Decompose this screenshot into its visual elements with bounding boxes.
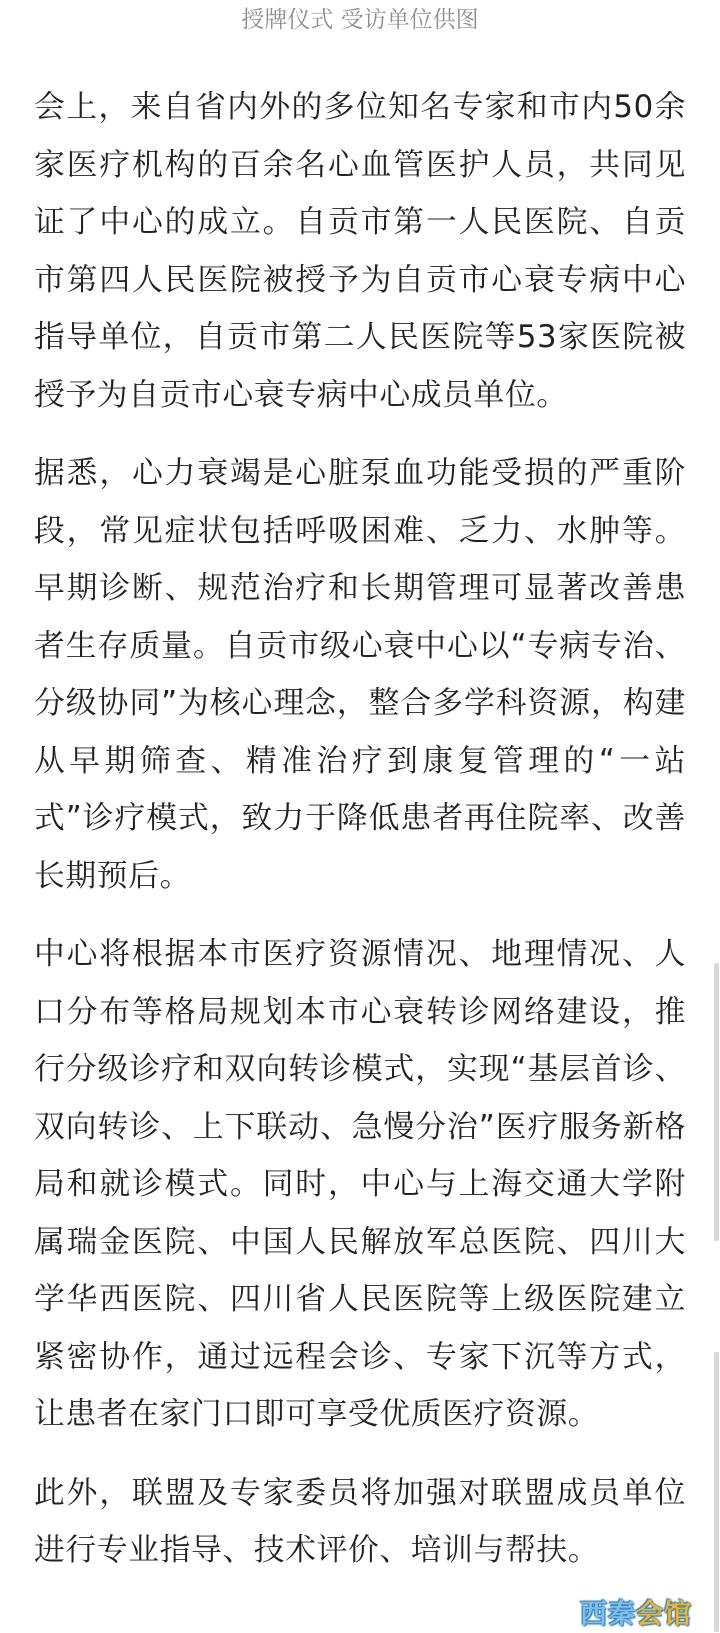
article-body	[34, 79, 686, 1580]
watermark-text-part1: 西秦	[580, 1599, 636, 1630]
paragraph-1: 会上，来自省内外的多位知名专家和市内50余家医疗机构的百余名心血管医护人员，共同见证了中心的成立。自贡市第一人民医院、自贡市第四人民医院被授予为自贡市心衰专病中心指导单位，自贡市第二人民医院等53家医院被授予为自贡市心衰专病中心成员单位。	[34, 89, 686, 413]
watermark-logo	[580, 1592, 692, 1631]
paragraph-2: 据悉，心力衰竭是心脏泵血功能受损的严重阶段，常见症状包括呼吸困难、乏力、水肿等。早期诊断、规范治疗和长期管理可显著改善患者生存质量。自贡市级心衰中心以“专病专治、分级协同”为核心理念，整合多学科资源，构建从早期筛查、精准治疗到康复管理的“一站式”诊疗模式，致力于降低患者再住院率、改善长期预后。	[34, 455, 686, 894]
paragraph-3: 中心将根据本市医疗资源情况、地理情况、人口分布等格局规划本市心衰转诊网络建设，推行分级诊疗和双向转诊模式，实现“基层首诊、双向转诊、上下联动、急慢分治”医疗服务新格局和就诊模式。同时，中心与上海交通大学附属瑞金医院、中国人民解放军总医院、四川大学华西医院、四川省人民医院等上级医院建立紧密协作，通过远程会诊、专家下沉等方式，让患者在家门口即可享受优质医疗资源。	[34, 936, 686, 1432]
scrollbar-thumb-secondary[interactable]	[714, 1352, 719, 1632]
watermark-text-part2: 会馆	[636, 1599, 692, 1630]
scrollbar-thumb[interactable]	[714, 963, 719, 1241]
image-caption: 授牌仪式 受访单位供图	[241, 7, 479, 33]
paragraph-4: 此外，联盟及专家委员将加强对联盟成员单位进行专业指导、技术评价、培训与帮扶。	[34, 1474, 686, 1568]
